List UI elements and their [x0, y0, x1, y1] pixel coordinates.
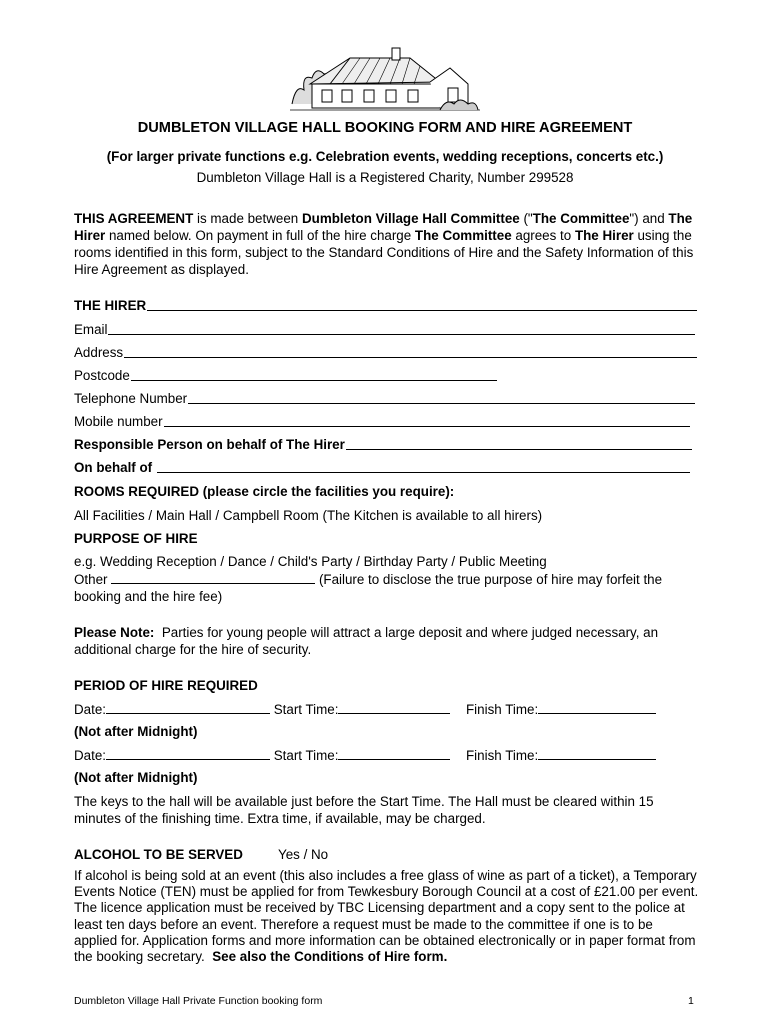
purpose-other-note: booking and the hire fee)	[74, 589, 223, 604]
agreement-paragraph: THIS AGREEMENT is made between Dumbleton Village Hall Committee ("The Committee") and The Hirer named below. On payment in full of the hire charge The Committee agrees to The Hirer using the rooms identified in this form, subject to the Standard Conditions of Hire and the Safety Information of this Hire Agreement as displayed.	[74, 211, 694, 277]
finish-row-1: Finish Time:	[466, 700, 656, 718]
rooms-options[interactable]: All Facilities / Main Hall / Campbell Room (The Kitchen is available to all hirers)	[74, 508, 543, 523]
alcohol-heading: ALCOHOL TO BE SERVED	[74, 847, 243, 862]
not-after-midnight-2: (Not after Midnight)	[74, 770, 198, 785]
postcode-field[interactable]: Postcode	[74, 367, 497, 384]
finish-time-input-1[interactable]	[538, 700, 656, 714]
responsible-person-field[interactable]: Responsible Person on behalf of The Hirer	[74, 436, 692, 453]
date-input-2[interactable]	[106, 746, 270, 760]
finish-row-2: Finish Time:	[466, 746, 656, 764]
charity-notice: Dumbleton Village Hall is a Registered Charity, Number 299528	[196, 170, 574, 185]
footer-text: Dumbleton Village Hall Private Function booking form	[74, 995, 323, 1007]
purpose-other-row: Other (Failure to disclose the true purpose of hire may forfeit the	[74, 572, 663, 587]
telephone-field[interactable]: Telephone Number	[74, 390, 695, 407]
village-hall-drawing-icon	[290, 44, 480, 114]
rooms-heading: ROOMS REQUIRED (please circle the facilities you require):	[74, 484, 455, 499]
purpose-heading: PURPOSE OF HIRE	[74, 531, 198, 546]
page-number: 1	[688, 995, 694, 1007]
alcohol-options[interactable]: Yes / No	[278, 847, 329, 862]
purpose-examples[interactable]: e.g. Wedding Reception / Dance / Child's Party / Birthday Party / Public Meeting	[74, 554, 547, 569]
page-title: DUMBLETON VILLAGE HALL BOOKING FORM AND HIRE AGREEMENT	[137, 120, 633, 136]
please-note: Please Note: Parties for young people will attract a large deposit and where judged necessary, an additional charge for the hire of security.	[74, 625, 662, 657]
keys-paragraph: The keys to the hall will be available just before the Start Time. The Hall must be cleared within 15 minutes of the finishing time. Extra time, if available, may be charged.	[74, 794, 654, 826]
start-time-input-2[interactable]	[338, 746, 450, 760]
hirer-field[interactable]: THE HIRER	[74, 297, 697, 314]
period-heading: PERIOD OF HIRE REQUIRED	[74, 678, 258, 693]
period-row-2: Date: Start Time:	[74, 746, 450, 764]
on-behalf-of-field[interactable]: On behalf of	[74, 459, 690, 476]
mobile-field[interactable]: Mobile number	[74, 413, 690, 430]
purpose-other-input[interactable]	[111, 570, 315, 584]
email-field[interactable]: Email	[74, 321, 695, 338]
period-row-1: Date: Start Time:	[74, 700, 450, 718]
address-field[interactable]: Address	[74, 344, 697, 361]
not-after-midnight-1: (Not after Midnight)	[74, 724, 198, 739]
alcohol-paragraph: If alcohol is being sold at an event (this also includes a free glass of wine as part of a ticket), a Temporary Events Notice (TEN) must be applied for from Tewkesbury Borough Council at a cost of £21.00 per event. The licence application must be received by TBC Licensing department and a copy sent to the police at least ten days before an event. Therefore a request must be made to the committee if one is to be applied for. Application forms and more information can be obtained electronically or in paper format from the booking secretary. See also the Conditions of Hire form.	[74, 868, 699, 965]
date-input-1[interactable]	[106, 700, 270, 714]
page-subtitle: (For larger private functions e.g. Celebration events, wedding receptions, concerts etc.)	[106, 149, 664, 164]
start-time-input-1[interactable]	[338, 700, 450, 714]
finish-time-input-2[interactable]	[538, 746, 656, 760]
